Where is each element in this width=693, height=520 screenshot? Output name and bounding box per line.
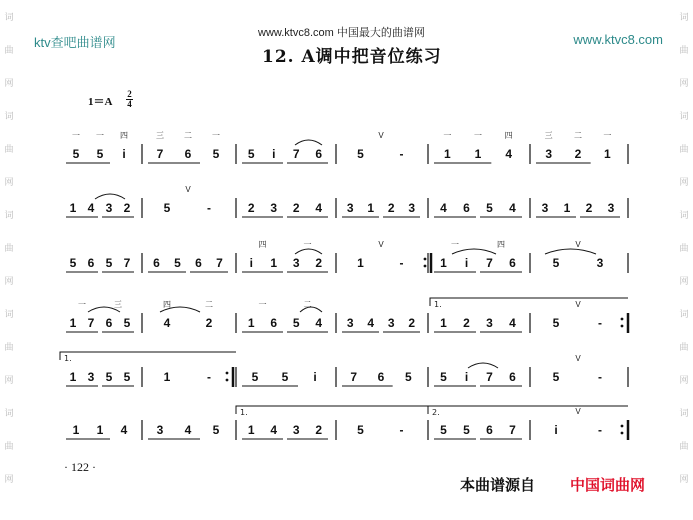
- note: 5: [281, 370, 289, 384]
- note: 5: [69, 256, 77, 270]
- fingering-mark: 三: [114, 300, 122, 309]
- volta-label: 1.: [434, 300, 442, 309]
- fingering-mark: 四: [504, 131, 513, 140]
- watermark-char: 词: [679, 409, 689, 419]
- note: 6: [184, 147, 192, 161]
- note: -: [598, 370, 602, 384]
- watermark-char: 网: [4, 79, 14, 89]
- note: 5: [163, 201, 171, 215]
- watermark-char: 网: [679, 277, 689, 287]
- note: i: [122, 147, 126, 161]
- note: 5: [552, 256, 560, 270]
- note: 1: [357, 256, 364, 270]
- note: 4: [315, 316, 323, 330]
- note: -: [207, 370, 211, 384]
- note: 4: [270, 423, 278, 437]
- note: -: [399, 423, 404, 437]
- fingering-mark: 二: [184, 131, 192, 140]
- note: 1: [443, 147, 451, 161]
- note: 5: [72, 147, 80, 161]
- note: 3: [87, 370, 95, 384]
- note: 5: [552, 316, 560, 330]
- site-link-right[interactable]: www.ktvc8.com: [573, 32, 663, 47]
- note: 3: [387, 316, 395, 330]
- watermark-char: 曲: [4, 343, 14, 353]
- note: 6: [153, 256, 160, 270]
- note: 4: [184, 423, 192, 437]
- note: 5: [440, 370, 447, 384]
- watermark-char: 曲: [4, 46, 14, 56]
- note: 4: [367, 316, 375, 330]
- note: 5: [552, 370, 560, 384]
- note: 4: [509, 201, 516, 215]
- slur: [545, 249, 596, 254]
- note: 4: [440, 201, 447, 215]
- repeat-dot: [424, 265, 427, 268]
- note: 2: [247, 201, 255, 215]
- watermark-char: 曲: [4, 442, 14, 452]
- note: 1: [367, 201, 375, 215]
- repeat-dot: [226, 379, 229, 382]
- repeat-dot: [621, 325, 624, 328]
- watermark-char: 曲: [679, 442, 689, 452]
- note: i: [464, 370, 469, 384]
- note: -: [207, 201, 211, 215]
- note: 2: [315, 256, 323, 270]
- note: 3: [408, 201, 416, 215]
- volta-bracket: [236, 406, 428, 414]
- source-site-link[interactable]: 中国词曲网: [570, 476, 646, 494]
- note: 7: [292, 147, 300, 161]
- note: -: [598, 423, 602, 437]
- note: 5: [123, 316, 131, 330]
- note: 1: [270, 256, 278, 270]
- bow-mark: V: [575, 354, 581, 363]
- bow-mark: V: [575, 240, 581, 249]
- note: 6: [509, 256, 516, 270]
- watermark-char: 词: [679, 211, 689, 221]
- note: i: [464, 256, 469, 270]
- note: 2: [315, 423, 323, 437]
- fingering-mark: 一: [303, 240, 312, 249]
- time-signature-top: 2: [127, 89, 132, 99]
- note: 6: [105, 316, 113, 330]
- note: 6: [87, 256, 95, 270]
- note: 3: [607, 201, 615, 215]
- note: 6: [315, 147, 323, 161]
- repeat-dot: [621, 318, 624, 321]
- note: 6: [270, 316, 278, 330]
- note: 2: [205, 316, 213, 330]
- fingering-mark: 一: [451, 240, 459, 249]
- note: 2: [408, 316, 416, 330]
- note: 6: [509, 370, 516, 384]
- note: 3: [541, 201, 549, 215]
- page-number: · 122 ·: [64, 460, 96, 474]
- fingering-mark: 一: [474, 131, 482, 140]
- watermark-char: 网: [4, 376, 14, 386]
- fingering-mark: 二: [303, 300, 312, 309]
- fingering-mark: 四: [120, 131, 128, 140]
- note: 2: [292, 201, 300, 215]
- note: 3: [346, 316, 354, 330]
- source-label: 本曲谱源自: [460, 476, 536, 494]
- site-link-left[interactable]: ktv查吧曲谱网: [34, 35, 116, 50]
- watermark-char: 曲: [4, 244, 14, 254]
- watermark-char: 词: [4, 13, 14, 23]
- time-signature-bottom: 4: [127, 99, 132, 109]
- slur: [452, 249, 496, 254]
- note: 2: [387, 201, 395, 215]
- note: 3: [486, 316, 493, 330]
- slur: [95, 194, 125, 199]
- note: 5: [96, 147, 104, 161]
- watermark-char: 词: [679, 310, 689, 320]
- fingering-mark: 一: [258, 300, 267, 309]
- note: 5: [105, 256, 113, 270]
- note: 4: [163, 316, 171, 330]
- watermark-char: 词: [4, 112, 14, 122]
- fingering-mark: 一: [212, 131, 220, 140]
- note: 1: [69, 201, 77, 215]
- note: i: [554, 423, 558, 437]
- watermark-char: 网: [679, 475, 689, 485]
- piece-title: 12. A调中把音位练习: [262, 47, 442, 67]
- fingering-mark: 三: [544, 131, 553, 140]
- note: 7: [486, 256, 493, 270]
- fingering-mark: 四: [497, 240, 505, 249]
- note: 5: [357, 423, 364, 437]
- bow-mark: V: [185, 185, 191, 194]
- bow-mark: V: [378, 240, 384, 249]
- watermark-char: 词: [679, 112, 689, 122]
- note: 1: [69, 370, 77, 384]
- note: 3: [105, 201, 113, 215]
- watermark-char: 网: [4, 475, 14, 485]
- note: 5: [440, 423, 447, 437]
- fingering-mark: 一: [96, 131, 104, 140]
- note: 2: [123, 201, 131, 215]
- note: 4: [315, 201, 323, 215]
- note: 1: [72, 423, 80, 437]
- note: 1: [247, 316, 255, 330]
- repeat-dot: [226, 372, 229, 375]
- note: 1: [96, 423, 104, 437]
- note: 2: [585, 201, 593, 215]
- watermark-char: 曲: [679, 145, 689, 155]
- note: 5: [212, 147, 220, 161]
- repeat-dot: [424, 258, 427, 261]
- note: 5: [292, 316, 300, 330]
- watermark-char: 曲: [679, 46, 689, 56]
- note: 3: [292, 256, 300, 270]
- note: 5: [212, 423, 220, 437]
- note: 4: [120, 423, 128, 437]
- note: 7: [509, 423, 516, 437]
- note: 4: [505, 147, 513, 161]
- note: 5: [123, 370, 131, 384]
- note: 6: [195, 256, 202, 270]
- note: 1: [247, 423, 255, 437]
- note: 3: [545, 147, 553, 161]
- note: -: [399, 256, 404, 270]
- note: 1: [163, 370, 171, 384]
- note: 5: [463, 423, 470, 437]
- slur: [295, 249, 322, 254]
- volta-label: 1.: [64, 354, 72, 363]
- note: 6: [377, 370, 385, 384]
- note: 4: [509, 316, 516, 330]
- note: 2: [574, 147, 582, 161]
- fingering-mark: 一: [443, 131, 452, 140]
- slur: [295, 140, 322, 145]
- watermark-char: 网: [679, 79, 689, 89]
- bow-mark: V: [575, 407, 581, 416]
- fingering-mark: 二: [205, 300, 213, 309]
- note: 7: [123, 256, 131, 270]
- note: 6: [463, 201, 470, 215]
- note: 5: [247, 147, 255, 161]
- watermark-char: 词: [4, 310, 14, 320]
- watermark-char: 网: [4, 277, 14, 287]
- watermark-char: 网: [679, 178, 689, 188]
- note: 5: [174, 256, 181, 270]
- note: 1: [440, 316, 447, 330]
- note: 5: [105, 370, 113, 384]
- note: 4: [87, 201, 95, 215]
- volta-bracket: [428, 406, 628, 414]
- note: 5: [357, 147, 364, 161]
- volta-bracket: [60, 352, 236, 360]
- note: 3: [270, 201, 278, 215]
- fingering-mark: 一: [603, 131, 612, 140]
- key-signature: 1＝A: [88, 96, 113, 108]
- note: 1: [603, 147, 611, 161]
- volta-bracket: [430, 298, 628, 306]
- note: 3: [156, 423, 164, 437]
- note: i: [272, 147, 276, 161]
- watermark-char: 词: [4, 409, 14, 419]
- fingering-mark: 一: [78, 300, 86, 309]
- watermark-char: 网: [4, 178, 14, 188]
- watermark-char: 词: [679, 13, 689, 23]
- watermark-char: 曲: [679, 244, 689, 254]
- watermark-char: 词: [4, 211, 14, 221]
- bow-mark: V: [378, 131, 384, 140]
- watermark-char: 曲: [679, 343, 689, 353]
- note: i: [249, 256, 253, 270]
- bow-mark: V: [575, 300, 581, 309]
- note: i: [313, 370, 317, 384]
- repeat-dot: [621, 425, 624, 428]
- site-banner: www.ktvc8.com 中国最大的曲谱网: [258, 27, 425, 39]
- note: 7: [216, 256, 223, 270]
- fingering-mark: 三: [156, 131, 164, 140]
- repeat-dot: [621, 432, 624, 435]
- note: 2: [463, 316, 470, 330]
- note: -: [399, 147, 404, 161]
- note: 7: [350, 370, 358, 384]
- note: 6: [486, 423, 493, 437]
- note: 5: [251, 370, 259, 384]
- note: 7: [87, 316, 95, 330]
- note: 5: [486, 201, 493, 215]
- volta-label: 2.: [432, 408, 440, 417]
- watermark-char: 网: [679, 376, 689, 386]
- fingering-mark: 一: [72, 131, 80, 140]
- volta-label: 1.: [240, 408, 248, 417]
- note: 3: [346, 201, 354, 215]
- note: 1: [474, 147, 482, 161]
- slur: [468, 363, 498, 368]
- fingering-mark: 四: [163, 300, 171, 309]
- note: 1: [440, 256, 447, 270]
- fingering-mark: 四: [258, 240, 267, 249]
- note: 7: [486, 370, 493, 384]
- note: -: [598, 316, 602, 330]
- note: 5: [404, 370, 412, 384]
- note: 1: [69, 316, 77, 330]
- fingering-mark: 二: [574, 131, 582, 140]
- note: 3: [292, 423, 300, 437]
- note: 7: [156, 147, 164, 161]
- note: 3: [596, 256, 604, 270]
- watermark-char: 曲: [4, 145, 14, 155]
- note: 1: [563, 201, 571, 215]
